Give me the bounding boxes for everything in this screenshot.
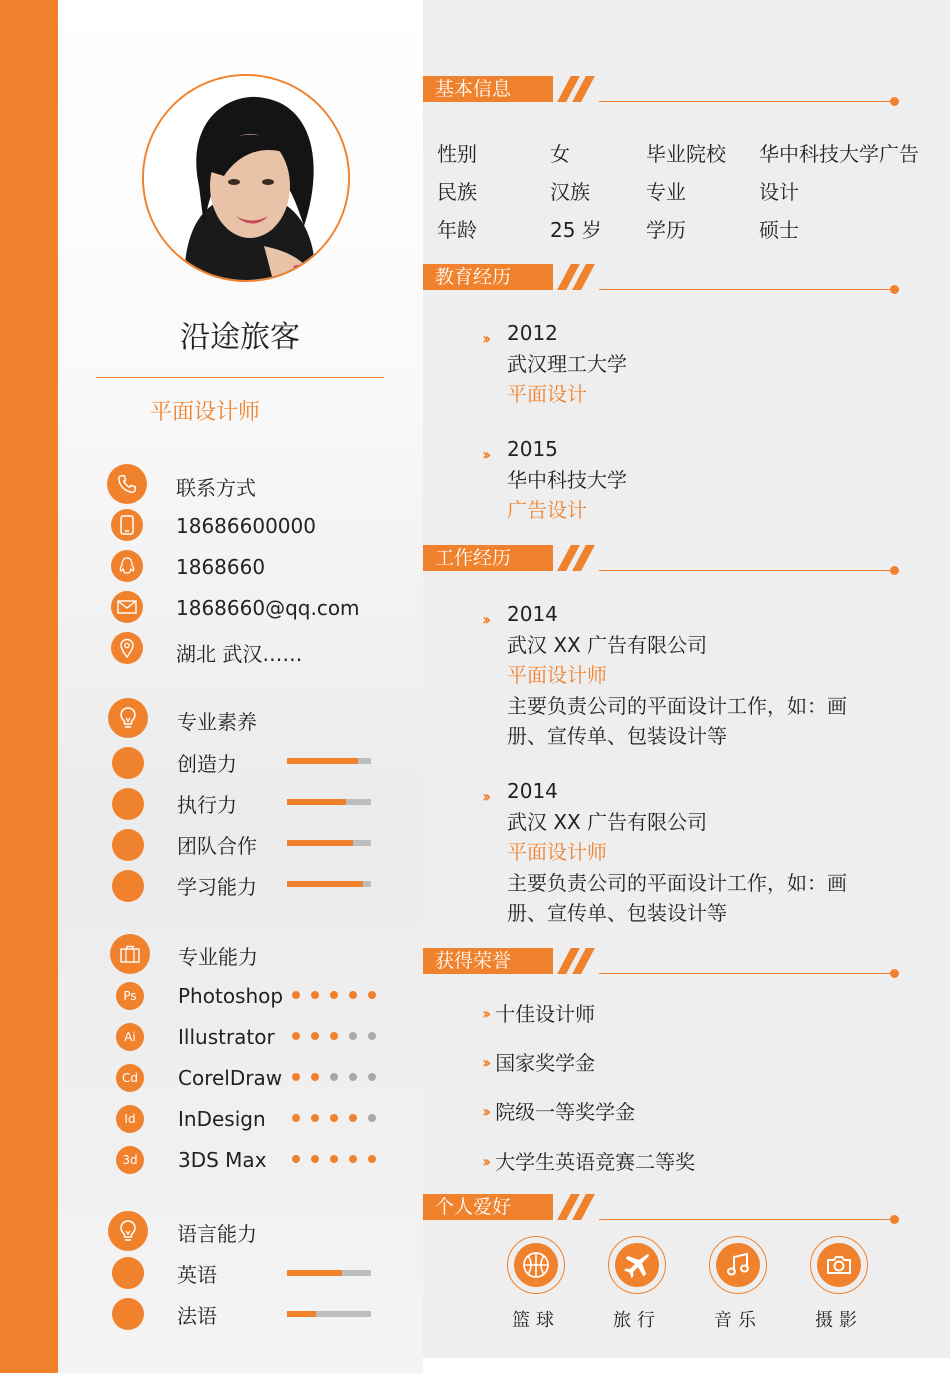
info-label: 年龄 (437, 218, 477, 242)
award-label: 大学生英语竞赛二等奖 (495, 1150, 696, 1174)
award-label: 院级一等奖学金 (495, 1100, 636, 1124)
info-value: 女 (550, 142, 570, 166)
music-note-icon (716, 1243, 760, 1287)
section-title: 基本信息 (423, 76, 553, 102)
section-title: 工作经历 (423, 545, 553, 571)
bullet-circle (112, 1257, 144, 1289)
lightbulb-icon (108, 698, 148, 738)
header-line (599, 289, 891, 290)
entry-company: 武汉 XX 广告有限公司 (507, 632, 708, 657)
header-line (599, 570, 891, 571)
quality-bar (287, 840, 371, 846)
skill-rating (292, 1114, 376, 1122)
double-chevron-icon: ›› (482, 1053, 488, 1072)
section-title: 教育经历 (423, 264, 553, 290)
skills-heading: 专业能力 (178, 945, 258, 969)
phone-icon (107, 464, 147, 504)
photoshop-icon: Ps (116, 982, 144, 1010)
accent-stripe (0, 0, 58, 1373)
contact-phone: 18686600000 (176, 514, 316, 538)
entry-desc: 册、宣传单、包装设计等 (507, 724, 727, 748)
quality-bar (287, 758, 371, 764)
illustrator-icon: Ai (116, 1023, 144, 1051)
award-item (482, 1047, 595, 1076)
award-item (482, 1146, 695, 1175)
quality-bar-fill (287, 881, 363, 887)
contact-qq: 1868660 (176, 555, 266, 579)
award-item (482, 1096, 635, 1125)
header-dot (890, 97, 899, 106)
section-header-hobbies (423, 1194, 903, 1224)
entry-school: 武汉理工大学 (507, 351, 627, 376)
languages-heading: 语言能力 (177, 1222, 257, 1246)
quality-label: 创造力 (177, 752, 237, 776)
info-label: 性别 (437, 142, 477, 166)
education-entry (482, 318, 627, 410)
divider (96, 377, 384, 378)
double-chevron-icon: ›› (482, 787, 488, 806)
award-label: 十佳设计师 (495, 1002, 596, 1026)
language-label: 英语 (177, 1263, 217, 1287)
entry-year: 2015 (507, 437, 558, 461)
language-label: 法语 (177, 1304, 217, 1328)
double-chevron-icon: ›› (482, 1004, 488, 1023)
qq-icon (111, 550, 143, 582)
bullet-circle (112, 829, 144, 861)
hobby-label: 篮球 (512, 1310, 560, 1331)
basketball-icon (514, 1243, 558, 1287)
bullet-circle (112, 788, 144, 820)
profile-name: 沿途旅客 (180, 320, 300, 355)
section-title: 获得荣誉 (423, 948, 553, 974)
work-entry (482, 599, 847, 752)
entry-school: 华中科技大学 (507, 467, 627, 492)
info-value: 设计 (759, 180, 799, 204)
award-label: 国家奖学金 (495, 1051, 596, 1075)
skill-rating (292, 1073, 376, 1081)
header-dot (890, 566, 899, 575)
info-label: 民族 (437, 180, 477, 204)
info-value: 硕士 (759, 218, 799, 242)
section-header-education (423, 264, 903, 294)
entry-desc: 主要负责公司的平面设计工作，如：画 (507, 693, 847, 718)
hobby-badge (608, 1236, 666, 1294)
double-chevron-icon: ›› (482, 329, 488, 348)
award-item (482, 998, 595, 1027)
language-bar (287, 1270, 371, 1276)
entry-desc: 主要负责公司的平面设计工作，如：画 (507, 870, 847, 895)
3dsmax-icon: 3d (116, 1146, 144, 1174)
hobby-badge (507, 1236, 565, 1294)
double-chevron-icon: ›› (482, 445, 488, 464)
entry-year: 2014 (507, 602, 558, 626)
quality-label: 团队合作 (177, 834, 257, 858)
section-header-basic-info (423, 76, 903, 106)
hobby-badge (709, 1236, 767, 1294)
info-label: 毕业院校 (646, 142, 726, 166)
briefcase-icon (110, 934, 150, 974)
header-line (599, 973, 891, 974)
bullet-circle (112, 1298, 144, 1330)
hobby-label: 旅行 (613, 1310, 661, 1331)
entry-role: 平面设计师 (507, 663, 607, 687)
hobby-badge (810, 1236, 868, 1294)
double-chevron-icon: ›› (482, 1102, 488, 1121)
header-dot (890, 969, 899, 978)
skill-rating (292, 1155, 376, 1163)
contact-location: 湖北 武汉…… (176, 642, 303, 666)
skill-rating (292, 991, 376, 999)
section-header-awards (423, 948, 903, 978)
bullet-circle (112, 747, 144, 779)
header-dot (890, 285, 899, 294)
entry-desc: 册、宣传单、包装设计等 (507, 901, 727, 925)
education-entry (482, 434, 627, 526)
quality-label: 学习能力 (177, 875, 257, 899)
hobby-label: 音乐 (714, 1310, 762, 1331)
entry-year: 2012 (507, 321, 558, 345)
language-bar (287, 1311, 371, 1317)
header-line (599, 101, 891, 102)
email-icon (111, 591, 143, 623)
qualities-heading: 专业素养 (177, 710, 257, 734)
header-dot (890, 1215, 899, 1224)
quality-bar (287, 881, 371, 887)
skill-label: Illustrator (178, 1025, 275, 1049)
double-chevron-icon: ›› (482, 610, 488, 629)
indesign-icon: Id (116, 1105, 144, 1133)
skill-label: InDesign (178, 1107, 266, 1131)
mobile-icon (111, 509, 143, 541)
bullet-circle (112, 870, 144, 902)
skill-label: CorelDraw (178, 1066, 283, 1090)
quality-bar-fill (287, 840, 353, 846)
double-chevron-icon: ›› (482, 1152, 488, 1171)
info-label: 专业 (646, 180, 686, 204)
quality-bar (287, 799, 371, 805)
skill-rating (292, 1032, 376, 1040)
airplane-icon (615, 1243, 659, 1287)
location-icon (111, 632, 143, 664)
section-title: 个人爱好 (423, 1194, 553, 1220)
entry-role: 平面设计师 (507, 840, 607, 864)
skill-label: Photoshop (178, 984, 284, 1008)
entry-company: 武汉 XX 广告有限公司 (507, 809, 708, 834)
hobby-label: 摄影 (815, 1310, 863, 1331)
info-value: 25 岁 (550, 218, 602, 242)
coreldraw-icon: Cd (116, 1064, 144, 1092)
contact-email: 1868660@qq.com (176, 596, 360, 620)
info-value: 华中科技大学广告 (759, 142, 919, 166)
header-line (599, 1219, 891, 1220)
language-bar-fill (287, 1311, 316, 1317)
lightbulb-icon (108, 1211, 148, 1251)
info-label: 学历 (646, 218, 686, 242)
quality-bar-fill (287, 758, 358, 764)
section-header-work (423, 545, 903, 575)
camera-icon (817, 1243, 861, 1287)
skill-label: 3DS Max (178, 1148, 267, 1172)
quality-bar-fill (287, 799, 346, 805)
language-bar-fill (287, 1270, 342, 1276)
entry-year: 2014 (507, 779, 558, 803)
contact-heading: 联系方式 (176, 476, 256, 500)
work-entry (482, 776, 847, 929)
entry-major: 广告设计 (507, 498, 587, 522)
entry-major: 平面设计 (507, 382, 587, 406)
quality-label: 执行力 (177, 793, 237, 817)
profile-title: 平面设计师 (150, 400, 261, 425)
profile-photo (142, 74, 350, 282)
info-value: 汉族 (550, 180, 590, 204)
